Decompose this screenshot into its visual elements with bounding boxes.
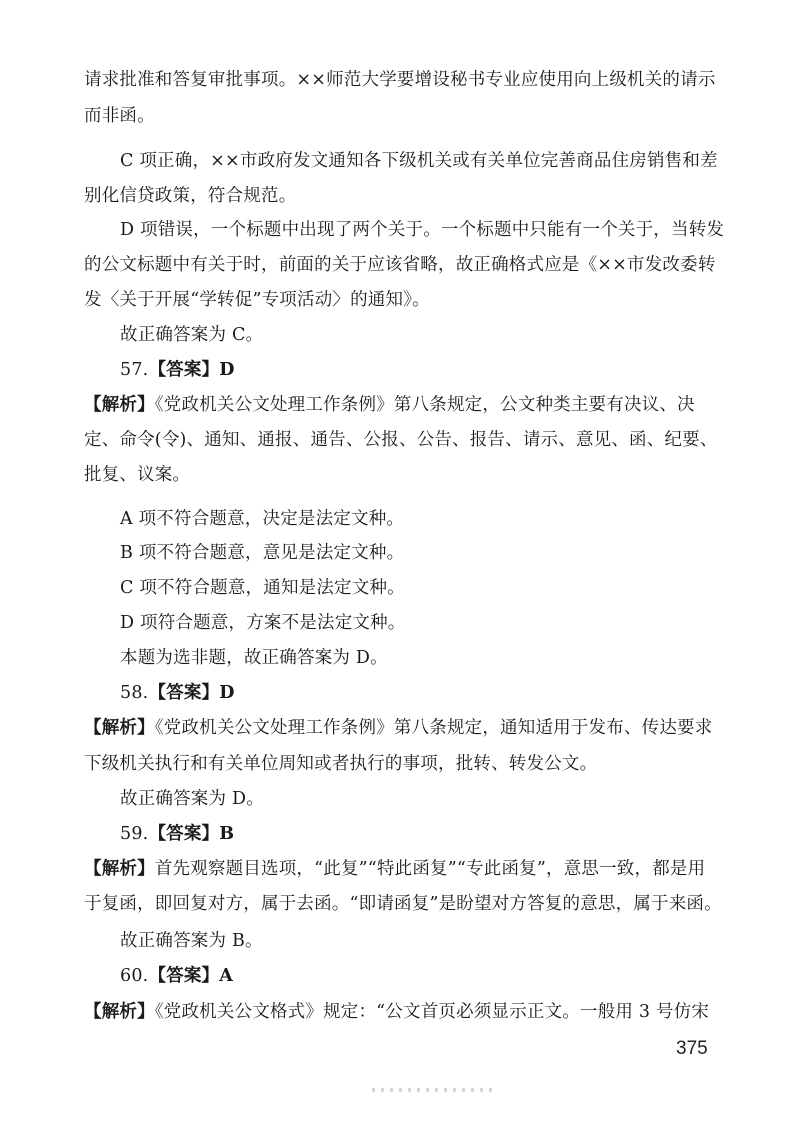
analysis-text: 《党政机关公文处理工作条例》第八条规定，公文种类主要有决议、决 — [154, 395, 695, 415]
question-number: 60. — [120, 966, 149, 986]
question-60-header — [120, 964, 233, 988]
text-line: 别化信贷政策，符合规范。 — [84, 186, 297, 206]
question-59-header — [120, 822, 234, 846]
text-line: 故正确答案为 B。 — [120, 931, 263, 951]
analysis-label: 【解析】 — [84, 859, 155, 879]
analysis-text: 《党政机关公文处理工作条例》第八条规定，通知适用于发布、传达要求 — [154, 718, 713, 738]
analysis-label: 【解析】 — [84, 395, 155, 415]
text-line: 本题为选非题，故正确答案为 D。 — [120, 648, 388, 668]
text-line — [84, 716, 712, 740]
answer-label: 【答案】B — [148, 824, 235, 844]
analysis-label: 【解析】 — [84, 1002, 155, 1022]
text-line: 下级机关执行和有关单位周知或者执行的事项，批转、转发公文。 — [84, 754, 598, 774]
text-line: 发〈关于开展“学转促”专项活动〉的通知》。 — [84, 290, 430, 310]
text-line: 定、命令(令)、通知、通报、通告、公报、公告、报告、请示、意见、函、纪要、 — [84, 430, 718, 450]
answer-label: 【答案】A — [148, 966, 234, 986]
text-line: C 项正确，××市政府发文通知各下级机关或有关单位完善商品住房销售和差 — [120, 151, 718, 171]
question-number: 58. — [120, 683, 149, 703]
text-line — [84, 393, 695, 417]
text-line: 故正确答案为 D。 — [120, 789, 264, 809]
text-line: 故正确答案为 C。 — [120, 325, 264, 345]
text-line: D 项符合题意，方案不是法定文种。 — [120, 613, 406, 633]
scan-smudge — [372, 1088, 492, 1092]
text-line: C 项不符合题意，通知是法定文种。 — [120, 578, 405, 598]
text-line: 批复、议案。 — [84, 465, 191, 485]
question-57-header — [120, 358, 235, 382]
analysis-text: 《党政机关公文格式》规定：“公文首页必须显示正文。一般用 3 号仿宋 — [154, 1002, 710, 1022]
text-line: B 项不符合题意，意见是法定文种。 — [120, 543, 405, 563]
analysis-label: 【解析】 — [84, 718, 155, 738]
question-number: 57. — [120, 360, 149, 380]
text-line: D 项错误，一个标题中出现了两个关于。一个标题中只能有一个关于，当转发 — [120, 220, 725, 240]
page-number: 375 — [676, 1038, 708, 1059]
text-line: 的公文标题中有关于时，前面的关于应该省略，故正确格式应是《××市发改委转 — [84, 255, 716, 275]
text-line — [84, 1000, 709, 1024]
text-line: 而非函。 — [84, 106, 155, 126]
text-line: 请求批准和答复审批事项。××师范大学要增设秘书专业应使用向上级机关的请示 — [84, 70, 716, 90]
text-line — [84, 857, 705, 881]
text-line: 于复函，即回复对方，属于去函。“即请函复”是盼望对方答复的意思，属于来函。 — [84, 894, 722, 914]
question-58-header — [120, 681, 235, 705]
analysis-text: 首先观察题目选项，“此复”“特此函复”“专此函复”，意思一致，都是用 — [154, 859, 706, 879]
text-line: A 项不符合题意，决定是法定文种。 — [120, 509, 405, 529]
answer-label: 【答案】D — [148, 360, 235, 380]
question-number: 59. — [120, 824, 149, 844]
answer-label: 【答案】D — [148, 683, 235, 703]
